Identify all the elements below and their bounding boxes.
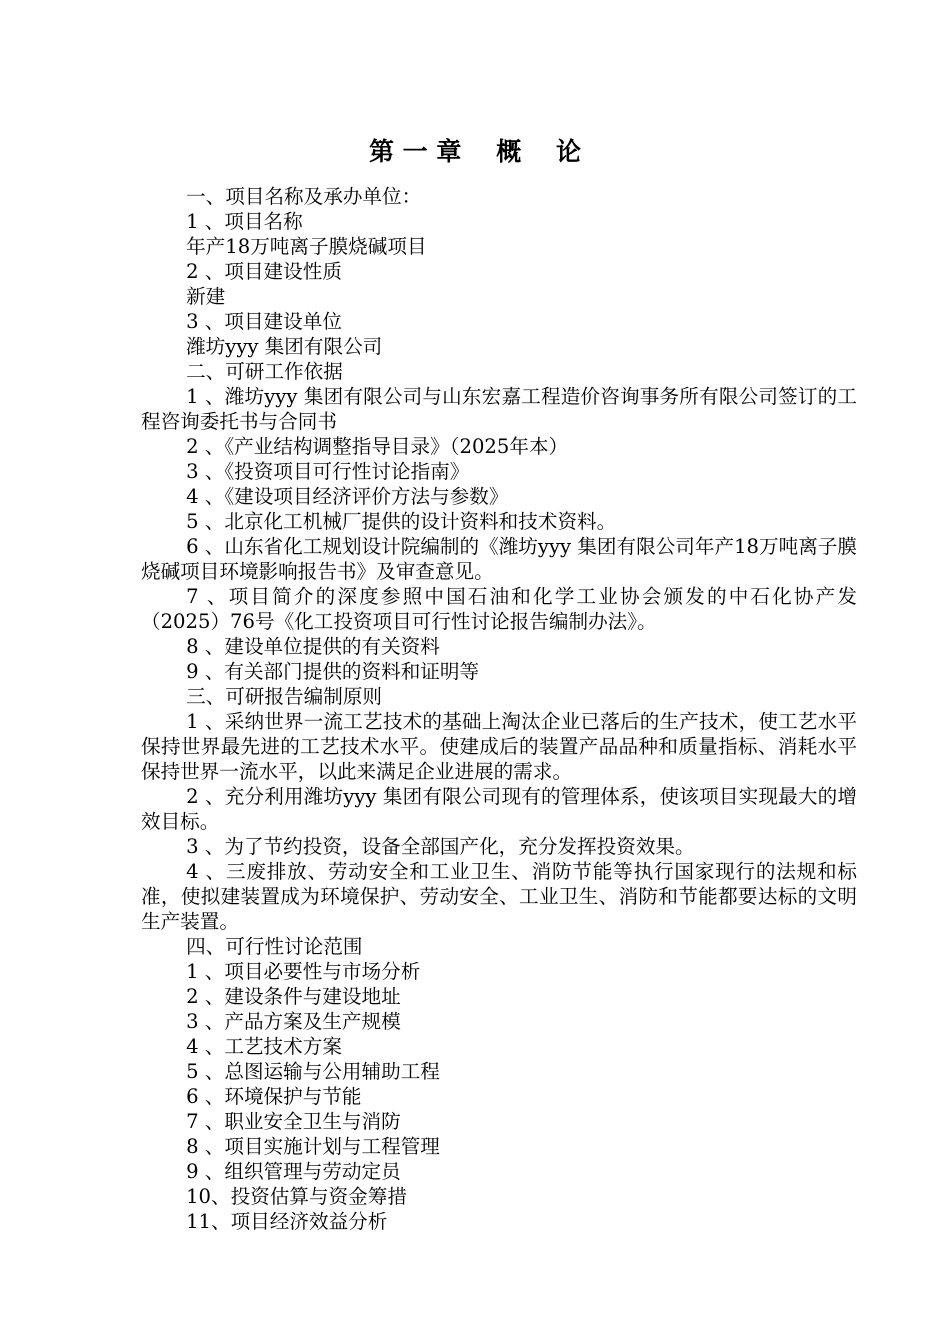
list-item: 8 、项目实施计划与工程管理 bbox=[186, 1135, 440, 1158]
section-heading-scope: 四、可行性讨论范围 bbox=[186, 935, 363, 958]
list-item: 4 、三废排放、劳动安全和工业卫生、消防节能等执行国家现行的法规和标准，使拟建装置成为环境保护、劳动安全、工业卫生、消防和节能都要达标的文明生产装置。 bbox=[141, 860, 857, 933]
list-item: 6 、环境保护与节能 bbox=[186, 1085, 362, 1108]
section-heading-project-name: 一、项目名称及承办单位： bbox=[186, 185, 422, 208]
list-item: 1 、采纳世界一流工艺技术的基础上淘汰企业已落后的生产技术，使工艺水平保持世界最先进的工艺技术水平。使建成后的装置产品品种和质量指标、消耗水平保持世界一流水平，以此来满足企业进展的需求。 bbox=[141, 710, 857, 783]
chapter-title: 第 一 章 概 论 bbox=[368, 137, 582, 166]
list-item: 5 、北京化工机械厂提供的设计资料和技术资料。 bbox=[186, 510, 617, 533]
list-item: 2 、建设条件与建设地址 bbox=[186, 985, 401, 1008]
list-item-value: 新建 bbox=[186, 285, 226, 308]
list-item: 1 、项目名称 bbox=[186, 210, 303, 233]
section-heading-basis: 二、可研工作依据 bbox=[186, 360, 343, 383]
list-item: 9 、组织管理与劳动定员 bbox=[186, 1160, 401, 1183]
list-item: 10、投资估算与资金筹措 bbox=[186, 1185, 407, 1208]
list-item: 4 、《建设项目经济评价方法与参数》 bbox=[186, 485, 509, 508]
list-item: 3 、产品方案及生产规模 bbox=[186, 1010, 401, 1033]
list-item: 2 、项目建设性质 bbox=[186, 260, 342, 283]
list-item: 9 、有关部门提供的资料和证明等 bbox=[186, 660, 480, 683]
list-item: 8 、建设单位提供的有关资料 bbox=[186, 635, 440, 658]
list-item: 7 、项目简介的深度参照中国石油和化学工业协会颁发的中石化协产发（2025）76号《化工投资项目可行性讨论报告编制办法》。 bbox=[141, 585, 857, 633]
list-item: 11、项目经济效益分析 bbox=[186, 1210, 388, 1233]
section-heading-principles: 三、可研报告编制原则 bbox=[186, 685, 383, 708]
list-item: 3 、为了节约投资，设备全部国产化，充分发挥投资效果。 bbox=[186, 835, 695, 858]
document-body bbox=[141, 184, 857, 1234]
list-item: 5 、总图运输与公用辅助工程 bbox=[186, 1060, 440, 1083]
list-item-value: 潍坊yyy 集团有限公司 bbox=[186, 335, 383, 358]
list-item: 2 、充分利用潍坊yyy 集团有限公司现有的管理体系，使该项目实现最大的增效目标。 bbox=[141, 785, 857, 833]
list-item: 2 、《产业结构调整指导目录》（2025年本） bbox=[186, 435, 569, 458]
list-item: 1 、项目必要性与市场分析 bbox=[186, 960, 421, 983]
list-item: 6 、山东省化工规划设计院编制的《潍坊yyy 集团有限公司年产18万吨离子膜烧碱项目环境影响报告书》及审查意见。 bbox=[141, 535, 857, 583]
list-item: 4 、工艺技术方案 bbox=[186, 1035, 342, 1058]
list-item: 3 、《投资项目可行性讨论指南》 bbox=[186, 460, 470, 483]
list-item: 7 、职业安全卫生与消防 bbox=[186, 1110, 401, 1133]
list-item-value: 年产18万吨离子膜烧碱项目 bbox=[186, 235, 427, 258]
list-item: 3 、项目建设单位 bbox=[186, 310, 342, 333]
list-item: 1 、潍坊yyy 集团有限公司与山东宏嘉工程造价咨询事务所有限公司签订的工程咨询委托书与合同书 bbox=[141, 385, 857, 433]
